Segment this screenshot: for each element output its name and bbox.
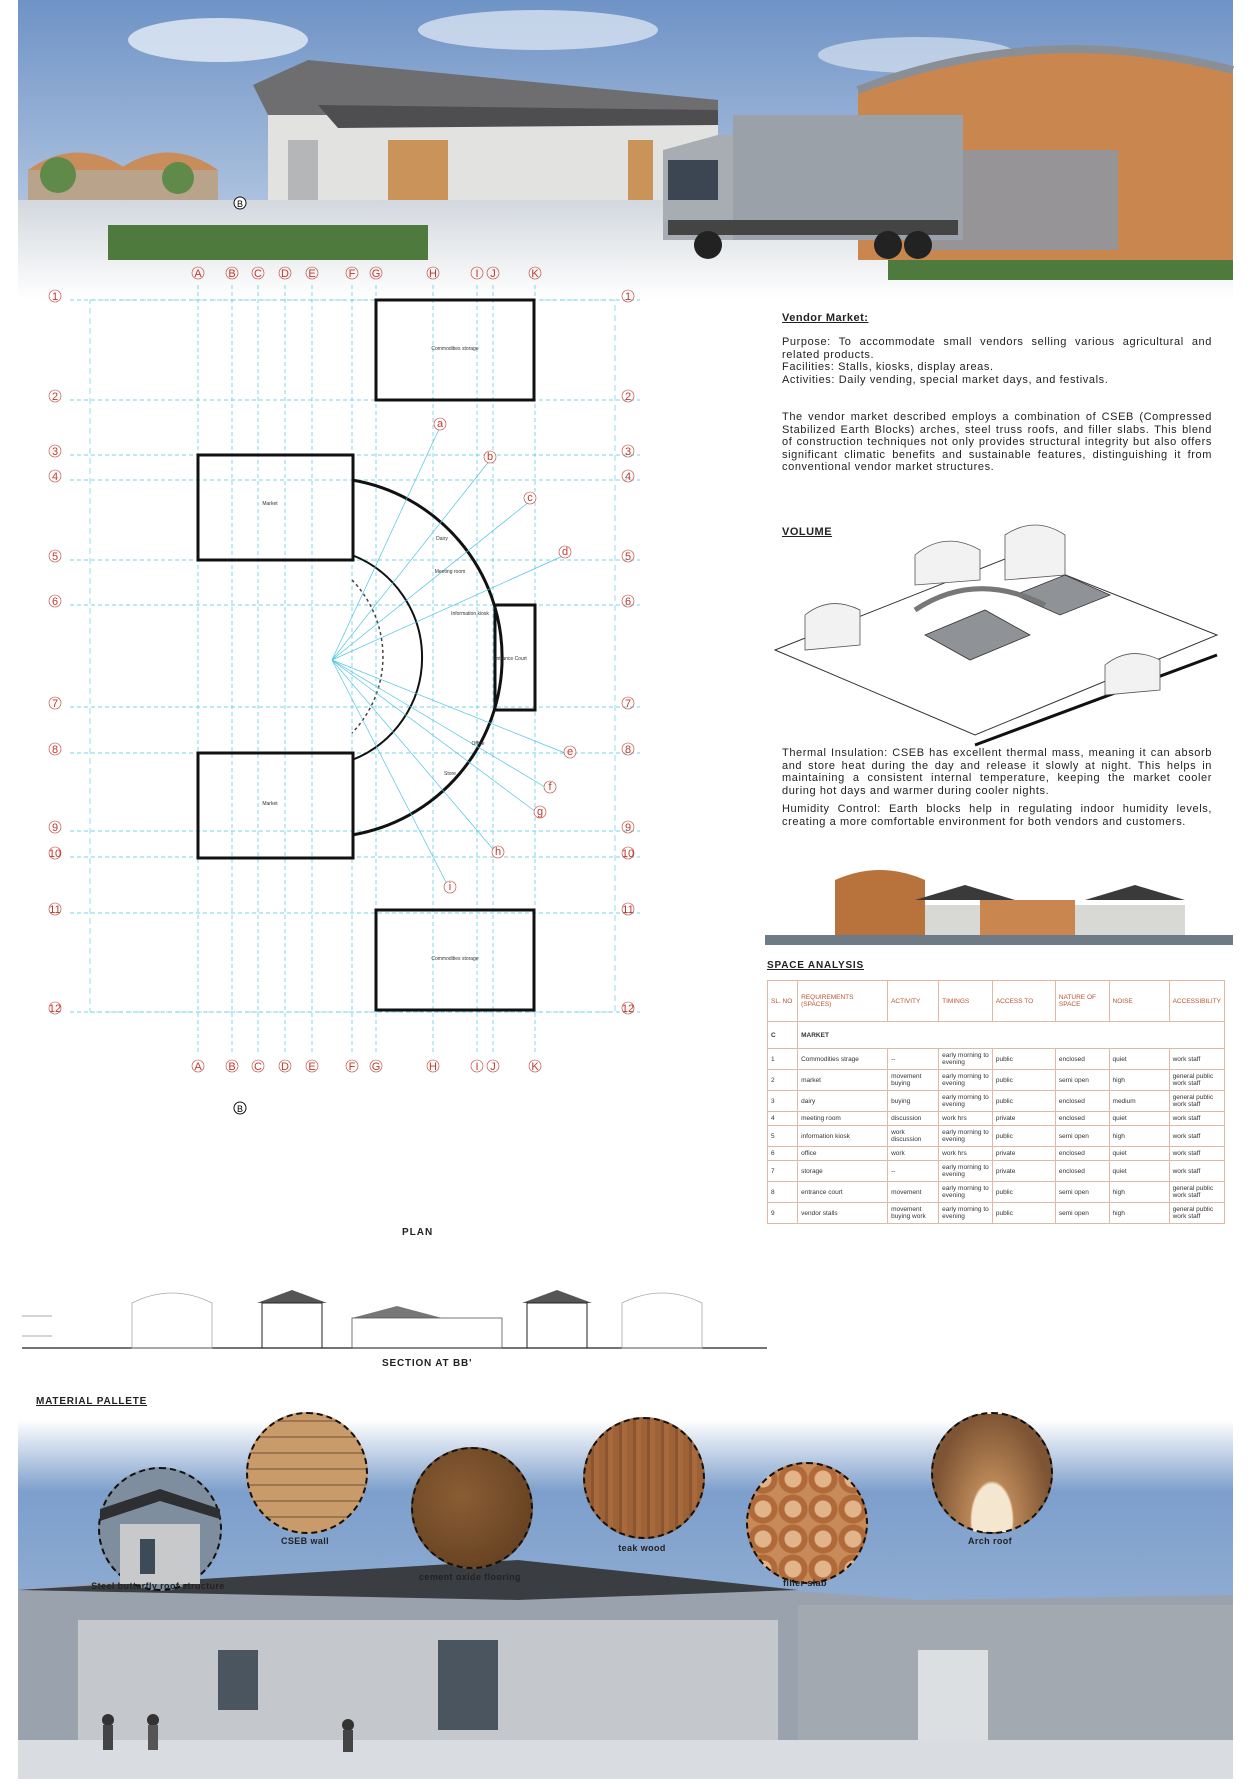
header-cell: NOISE [1109, 981, 1169, 1022]
table-cell: 7 [768, 1161, 798, 1182]
vendor-market-title: Vendor Market: [782, 312, 869, 324]
table-cell: work hrs [939, 1147, 993, 1161]
header-cell: SL. NO [768, 981, 798, 1022]
table-cell: private [992, 1112, 1055, 1126]
table-cell: vendor stalls [798, 1203, 888, 1224]
table-cell: 6 [768, 1147, 798, 1161]
room-label: Dairy [436, 536, 448, 542]
material-label: Steel butterfly roof structure [91, 1581, 225, 1591]
ray-label: h [494, 846, 502, 858]
table-cell: work staff [1169, 1161, 1224, 1182]
grid-column-label: K [531, 268, 539, 280]
table-cell: general public work staff [1169, 1070, 1224, 1091]
table-cell: medium [1109, 1091, 1169, 1112]
table-cell: 1 [768, 1049, 798, 1070]
room-label: Market [262, 801, 278, 807]
arc-outer [352, 480, 502, 835]
room-label: Commodities storage [431, 956, 479, 962]
table-cell: meeting room [798, 1112, 888, 1126]
grid-row-label: 5 [51, 551, 59, 563]
table-cell: semi open [1055, 1203, 1109, 1224]
table-cell: Commodities strage [798, 1049, 888, 1070]
table-cell: high [1109, 1182, 1169, 1203]
table-cell: early morning to evening [939, 1091, 993, 1112]
grid-row-label: 3 [624, 446, 632, 458]
ray-label: g [536, 806, 544, 818]
table-cell: public [992, 1070, 1055, 1091]
material-palette-title: MATERIAL PALLETE [36, 1396, 148, 1407]
table-cell: information kiosk [798, 1126, 888, 1147]
grid-column-label: F [348, 268, 356, 280]
ray-label: e [566, 746, 574, 758]
thermal-insulation-text: Thermal Insulation: CSEB has excellent thermal mass, meaning it can absorb and store heat during the day and release it slowly at night. This helps in maintaining a consistent internal temperature, keeping the market cooler during hot days and warmer during cooler nights. [782, 747, 1212, 797]
grid-row-label: 9 [51, 822, 59, 834]
space-analysis-table [767, 980, 1225, 1224]
room-label: Store [444, 771, 456, 777]
arch-roof-swatch [931, 1412, 1053, 1534]
table-cell: general public work staff [1169, 1091, 1224, 1112]
grid-row-label: 8 [51, 744, 59, 756]
grid-row-label: 1 [51, 291, 59, 303]
table-cell: early morning to evening [939, 1049, 993, 1070]
grid-column-label: J [490, 1061, 496, 1073]
table-cell: storage [798, 1161, 888, 1182]
table-cell: -- [888, 1161, 939, 1182]
elevation-render [765, 860, 1233, 945]
section-marker-label: B [236, 1104, 244, 1114]
purpose-text: Purpose: To accommodate small vendors selling various agricultural and related products. [782, 336, 1212, 361]
table-cell: early morning to evening [939, 1126, 993, 1147]
bottom-render [18, 1420, 1233, 1779]
grid-column-label: D [281, 1061, 289, 1073]
grid-row-label: 6 [51, 596, 59, 608]
grid-column-label: E [308, 268, 316, 280]
grid-row-label: 7 [51, 698, 59, 710]
steel-roof-swatch [98, 1467, 222, 1591]
table-cell: work [888, 1147, 939, 1161]
ray-label: c [527, 492, 533, 504]
table-cell: public [992, 1091, 1055, 1112]
table-cell: semi open [1055, 1070, 1109, 1091]
grid-row-label: 5 [624, 551, 632, 563]
table-cell: dairy [798, 1091, 888, 1112]
radial-ray [332, 660, 540, 815]
grid-column-label: G [371, 1061, 381, 1073]
grid-column-label: G [371, 268, 381, 280]
grid-column-label: B [228, 268, 236, 280]
table-cell: semi open [1055, 1182, 1109, 1203]
table-cell: private [992, 1147, 1055, 1161]
table-cell: entrance court [798, 1182, 888, 1203]
grid-row-label: 12 [621, 1003, 635, 1015]
section-marker-label: B [236, 199, 244, 209]
table-row [768, 1126, 1225, 1147]
table-cell: market [798, 1070, 888, 1091]
table-cell: quiet [1109, 1049, 1169, 1070]
grid-column-label: I [475, 1061, 479, 1073]
table-cell: movement [888, 1182, 939, 1203]
header-cell: ACTIVITY [888, 981, 939, 1022]
table-cell: general public work staff [1169, 1182, 1224, 1203]
activities-text: Activities: Daily vending, special market days, and festivals. [782, 373, 1109, 386]
ray-label: d [561, 546, 569, 558]
grid-row-label: 2 [624, 391, 632, 403]
table-cell: enclosed [1055, 1049, 1109, 1070]
grid-column-label: H [429, 1061, 437, 1073]
table-cell: work hrs [939, 1112, 993, 1126]
table-cell: semi open [1055, 1126, 1109, 1147]
table-cell: work staff [1169, 1112, 1224, 1126]
table-cell: early morning to evening [939, 1161, 993, 1182]
table-cell: early morning to evening [939, 1070, 993, 1091]
table-row [768, 1091, 1225, 1112]
grid-row-label: 8 [624, 744, 632, 756]
cement-oxide-swatch [411, 1447, 533, 1569]
section-row [768, 1022, 1225, 1049]
table-cell: -- [888, 1049, 939, 1070]
table-cell: quiet [1109, 1112, 1169, 1126]
radial-ray [332, 660, 450, 890]
grid-row-label: 7 [624, 698, 632, 710]
table-cell: 3 [768, 1091, 798, 1112]
grid-column-label: I [475, 268, 479, 280]
table-cell: movement buying work [888, 1203, 939, 1224]
table-cell: quiet [1109, 1147, 1169, 1161]
grid-row-label: 3 [51, 446, 59, 458]
grid-column-label: J [490, 268, 496, 280]
table-cell: early morning to evening [939, 1203, 993, 1224]
table-cell: enclosed [1055, 1147, 1109, 1161]
section-code: C [768, 1022, 798, 1049]
grid-row-label: 4 [51, 471, 59, 483]
table-cell: enclosed [1055, 1161, 1109, 1182]
header-cell: REQUIREMENTS (SPACES) [798, 981, 888, 1022]
table-cell: general public work staff [1169, 1203, 1224, 1224]
grid-column-label: F [348, 1061, 356, 1073]
table-cell: work discussion [888, 1126, 939, 1147]
grid-row-label: 2 [51, 391, 59, 403]
grid-row-label: 11 [622, 904, 634, 916]
table-cell: office [798, 1147, 888, 1161]
table-cell: movement buying [888, 1070, 939, 1091]
ray-label: b [486, 451, 494, 463]
room-label: Office [471, 741, 485, 747]
grid-column-label: E [308, 1061, 316, 1073]
table-row [768, 1161, 1225, 1182]
grid-column-label: C [254, 268, 262, 280]
table-cell: private [992, 1161, 1055, 1182]
material-label: teak wood [618, 1543, 666, 1553]
space-analysis-title: SPACE ANALYSIS [767, 960, 864, 971]
grid-column-label: H [429, 268, 437, 280]
table-cell: high [1109, 1070, 1169, 1091]
table-cell: enclosed [1055, 1112, 1109, 1126]
material-label: cement oxide flooring [419, 1572, 521, 1582]
table-cell: public [992, 1049, 1055, 1070]
table-cell: public [992, 1203, 1055, 1224]
grid-column-label: D [281, 268, 289, 280]
filler-slab-swatch [746, 1462, 868, 1584]
vendor-market-purpose [782, 336, 1212, 386]
section-drawing [22, 1278, 767, 1358]
table-cell: buying [888, 1091, 939, 1112]
grid-column-label: B [228, 1061, 236, 1073]
room-label: Market [262, 501, 278, 507]
table-cell: work staff [1169, 1049, 1224, 1070]
radial-ray [332, 660, 550, 790]
header-cell: ACCESS TO [992, 981, 1055, 1022]
ray-label: a [436, 418, 444, 430]
grid-row-label: 6 [624, 596, 632, 608]
table-cell: public [992, 1182, 1055, 1203]
grid-row-label: 12 [48, 1003, 62, 1015]
cseb-wall-swatch [246, 1412, 368, 1534]
table-cell: 5 [768, 1126, 798, 1147]
room-label: Meeting room [434, 569, 466, 575]
plan-caption: PLAN [402, 1227, 434, 1238]
table-row [768, 1049, 1225, 1070]
volume-title: VOLUME [782, 526, 833, 538]
grid-row-label: 11 [49, 904, 61, 916]
floor-plan [40, 199, 730, 1245]
header-cell: ACCESSIBILITY [1169, 981, 1224, 1022]
table-header-row [768, 981, 1225, 1022]
section-caption: SECTION AT BB' [382, 1358, 473, 1369]
table-cell: 2 [768, 1070, 798, 1091]
room-label: Entrance Court [493, 656, 527, 662]
table-row [768, 1182, 1225, 1203]
room-label: Commodities storage [431, 346, 479, 352]
grid-row-label: 9 [624, 822, 632, 834]
table-cell: work staff [1169, 1147, 1224, 1161]
table-cell: early morning to evening [939, 1182, 993, 1203]
material-label: filler slab [783, 1578, 827, 1588]
vendor-market-description: The vendor market described employs a combination of CSEB (Compressed Stabilized Earth Blocks) arches, steel truss roofs, and filler slabs. This blend of construction techniques not only provides structural integrity but also offers significant climatic benefits and sustainable features, distinguishing it from conventional vendor market structures. [782, 411, 1212, 473]
table-cell: 4 [768, 1112, 798, 1126]
ray-label: i [448, 881, 452, 893]
market-top-walls [198, 455, 353, 560]
table-row [768, 1203, 1225, 1224]
thermal-notes [782, 747, 1212, 828]
grid-row-label: 4 [624, 471, 632, 483]
arc-inner [352, 580, 383, 733]
volume-axonometric [765, 495, 1227, 745]
teak-wood-swatch [583, 1417, 705, 1539]
table-cell: 9 [768, 1203, 798, 1224]
table-cell: quiet [1109, 1161, 1169, 1182]
table-cell: 8 [768, 1182, 798, 1203]
table-cell: public [992, 1126, 1055, 1147]
table-row [768, 1070, 1225, 1091]
header-cell: TIMINGS [939, 981, 993, 1022]
grid-row-label: 1 [624, 291, 632, 303]
table-cell: work staff [1169, 1126, 1224, 1147]
table-row [768, 1112, 1225, 1126]
facilities-text: Facilities: Stalls, kiosks, display areas. [782, 361, 994, 373]
material-label: Arch roof [967, 1536, 1013, 1546]
ray-label: f [548, 781, 552, 793]
material-label: CSEB wall [280, 1536, 330, 1546]
table-cell: discussion [888, 1112, 939, 1126]
table-cell: high [1109, 1126, 1169, 1147]
grid-column-label: K [531, 1061, 539, 1073]
table-cell: enclosed [1055, 1091, 1109, 1112]
humidity-control-text: Humidity Control: Earth blocks help in regulating indoor humidity levels, creating a more comfortable environment for both vendors and customers. [782, 803, 1212, 828]
grid-column-label: A [194, 268, 202, 280]
header-cell: NATURE OF SPACE [1055, 981, 1109, 1022]
table-cell: high [1109, 1203, 1169, 1224]
arc-mid [352, 555, 422, 760]
room-label: Information kiosk [451, 611, 489, 617]
grid-row-label: 10 [48, 848, 62, 860]
grid-row-label: 10 [621, 848, 635, 860]
grid-column-label: C [254, 1061, 262, 1073]
table-row [768, 1147, 1225, 1161]
section-name: MARKET [798, 1022, 1225, 1049]
grid-column-label: A [194, 1061, 202, 1073]
